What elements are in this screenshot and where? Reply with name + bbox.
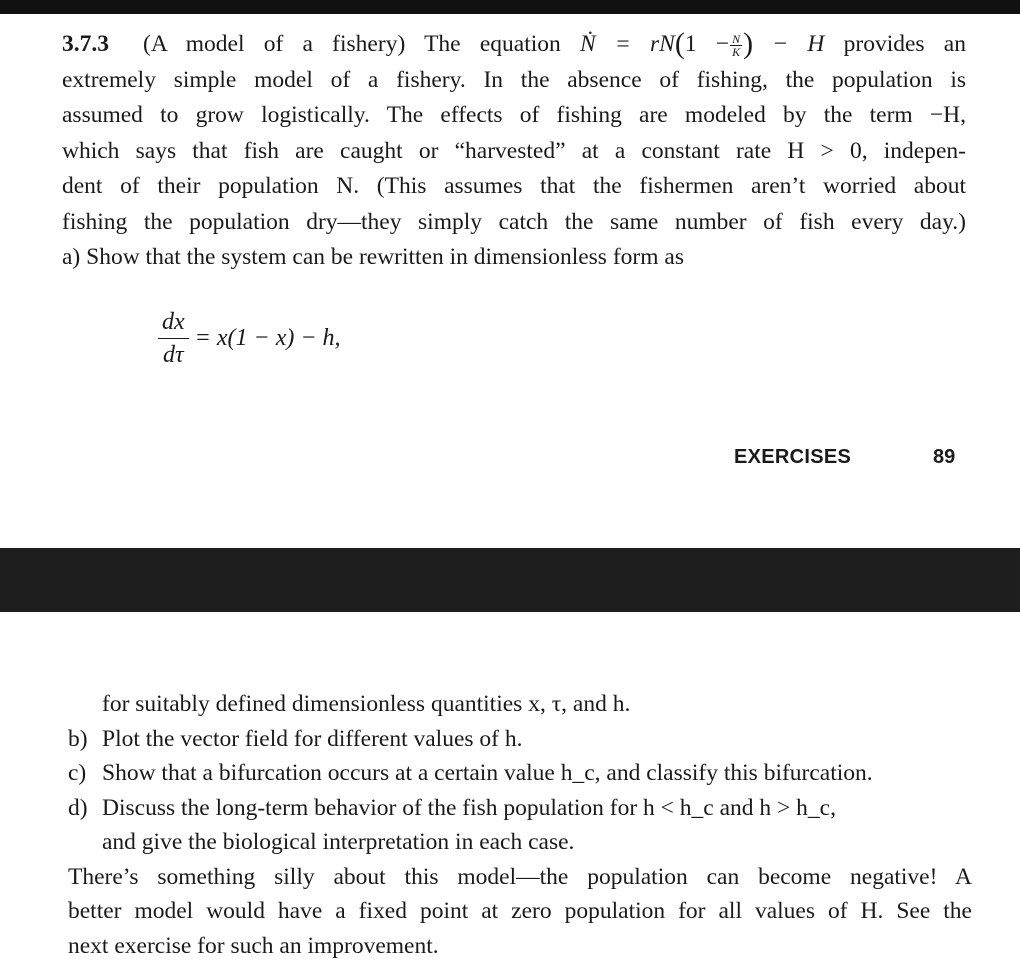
intro-line-6: dent of their population N. (This assumes that the fishermen aren’t worried about bbox=[62, 173, 966, 199]
intro-line-7: fishing the population dry—they simply catch the same number of fish every day.) bbox=[62, 208, 966, 235]
closing-line-1: There’s something silly about this model—the population can become negative! A bbox=[68, 863, 972, 890]
exercise-text-top bbox=[62, 26, 966, 276]
intro-line-4: assumed to grow logistically. The effects of fishing are modeled by the term −H, bbox=[62, 102, 966, 128]
part-d: d) Discuss the long-term behavior of the fish population for h < h_c and h > h_c, bbox=[68, 794, 836, 821]
page-number: 89 bbox=[933, 446, 956, 468]
exercise-text-bottom bbox=[68, 687, 972, 963]
intro-line-3: extremely simple model of a fishery. In the absence of fishing, the population is bbox=[62, 66, 966, 93]
continuation-line: for suitably defined dimensionless quantities x, τ, and h. bbox=[102, 691, 631, 717]
closing-line-2: better model would have a fixed point at zero population for all values of H. See the bbox=[68, 898, 972, 924]
part-c: c) Show that a bifurcation occurs at a certain value h_c, and classify this bifurcation. bbox=[68, 760, 873, 786]
running-head-title: EXERCISES bbox=[734, 446, 852, 468]
display-equation-rhs: = x(1 − x) − h, bbox=[194, 325, 341, 351]
equation-main: Ṅ = rN(1 − $\frac{N}{K}$ ) − H bbox=[580, 27, 825, 60]
n-over-k-fraction: $\frac{N}{K}$ bbox=[732, 32, 741, 60]
intro-text-2: provides an bbox=[843, 31, 966, 57]
display-equation bbox=[158, 308, 341, 369]
exercise-number: 3.7.3 bbox=[62, 31, 109, 57]
part-a: a) Show that the system can be rewritten in dimensionless form as bbox=[62, 244, 684, 270]
dx-dtau-fraction: $\frac{dx}{d\tau}$ bbox=[158, 308, 189, 369]
top-dark-band bbox=[0, 0, 1020, 14]
part-d-continued: and give the biological interpretation in each case. bbox=[102, 829, 575, 855]
closing-line-3: next exercise for such an improvement. bbox=[68, 932, 439, 959]
exercise-first-line bbox=[62, 26, 966, 63]
page-break-band bbox=[0, 548, 1020, 612]
part-b: b) Plot the vector field for different values of h. bbox=[68, 725, 523, 752]
intro-line-5: which says that fish are caught or “harvested” at a constant rate H > 0, indepen- bbox=[62, 137, 966, 164]
intro-text-1: (A model of a fishery) The equation bbox=[143, 31, 561, 57]
